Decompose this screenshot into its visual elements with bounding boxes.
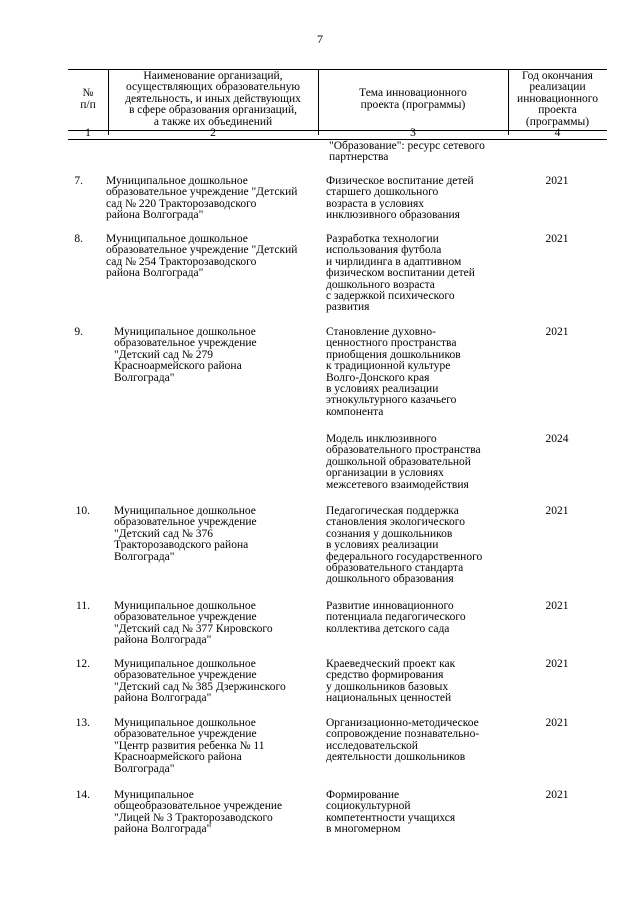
row-year: 2021: [545, 505, 569, 517]
row-organization: Муниципальное дошкольное образовательное учреждение "Центр развития ребенка № 11 Красноармейского района Волгограда": [114, 717, 265, 775]
row-number: 8.: [74, 233, 83, 245]
row-organization: Муниципальное дошкольное образовательное учреждение "Детский сад № 377 Кировского района Волгограда": [114, 600, 273, 647]
row-topic: Разработка технологии использования футбола и чирлидинга в адаптивном физическом воспитании детей дошкольного возраста с задержкой психического развития: [326, 233, 475, 314]
row-topic: Развитие инновационного потенциала педагогического коллектива детского сада: [326, 600, 466, 635]
row-topic: Физическое воспитание детей старшего дошкольного возраста в условиях инклюзивного образования: [326, 175, 474, 222]
column-number-4: 4: [554, 127, 561, 139]
header-col-topic: Тема инновационного проекта (программы): [359, 87, 467, 111]
row-organization: Муниципальное дошкольное образовательное учреждение "Детский сад № 376 Тракторозаводского района Волгограда": [114, 505, 257, 563]
row-number: 11.: [76, 600, 90, 612]
column-number-3: 3: [410, 127, 416, 139]
row-topic: Педагогическая поддержка становления экологического сознания у дошкольников в условиях реализации федерального государственного образовательного стандарта дошкольного образования: [326, 505, 483, 586]
row-year: 2021: [545, 233, 569, 245]
row-organization: Муниципальное дошкольное образовательное учреждение "Детский сад № 279 Красноармейского района Волгограда": [114, 326, 257, 384]
row-number: 14.: [75, 789, 90, 801]
column-number-2: 2: [210, 127, 216, 139]
page-number: 7: [317, 32, 323, 46]
row-organization: Муниципальное общеобразовательное учреждение "Лицей № 3 Тракторозаводского района Волгограда": [114, 789, 283, 836]
row-topic: Становление духовно- ценностного пространства приобщения дошкольников к традиционной культуре Волго-Донского края в условиях реализации этнокультурного казачьего компонента: [326, 326, 461, 418]
column-number-1: 1: [85, 127, 91, 139]
row-organization: Муниципальное дошкольное образовательное учреждение "Детский сад № 220 Тракторозаводского района Волгограда": [106, 175, 298, 222]
header-col-number: № п/п: [80, 87, 96, 111]
row-topic: Организационно-методическое сопровождение познавательно- исследовательской деятельности дошкольников: [326, 717, 480, 764]
row-year: 2021: [545, 175, 569, 187]
row-number: 9.: [74, 326, 83, 338]
row-topic: Формирование социокультурной компетентности учащихся в многомерном: [326, 789, 456, 836]
row-year: 2021: [545, 600, 569, 612]
row-year: 2021: [545, 326, 569, 338]
table-header: [68, 69, 607, 131]
row-organization: Муниципальное дошкольное образовательное учреждение "Детский сад № 385 Дзержинского района Волгограда": [114, 658, 286, 705]
row-number: 12.: [75, 658, 90, 670]
header-col-organization: Наименование организаций, осуществляющих образовательную деятельность, и иных действующих в сфере образования организаций, а также их объединений: [125, 69, 301, 128]
continuation-text: "Образование": ресурс сетевого партнерства: [329, 140, 485, 164]
row-year: 2021: [545, 717, 569, 729]
row-organization: Муниципальное дошкольное образовательное учреждение "Детский сад № 254 Тракторозаводского района Волгограда": [106, 233, 298, 280]
row-year: 2024: [545, 433, 569, 445]
row-number: 7.: [74, 175, 83, 187]
row-topic: Краеведческий проект как средство формирования у дошкольников базовых национальных ценностей: [326, 658, 456, 705]
row-year: 2021: [545, 658, 569, 670]
row-number: 13.: [75, 717, 90, 729]
row-topic: Модель инклюзивного образовательного пространства дошкольной образовательной организации в условиях межсетевого взаимодействия: [326, 433, 481, 491]
header-col-year: Год окончания реализации инновационного проекта (программы): [517, 69, 598, 128]
row-year: 2021: [545, 789, 569, 801]
row-number: 10.: [75, 505, 90, 517]
